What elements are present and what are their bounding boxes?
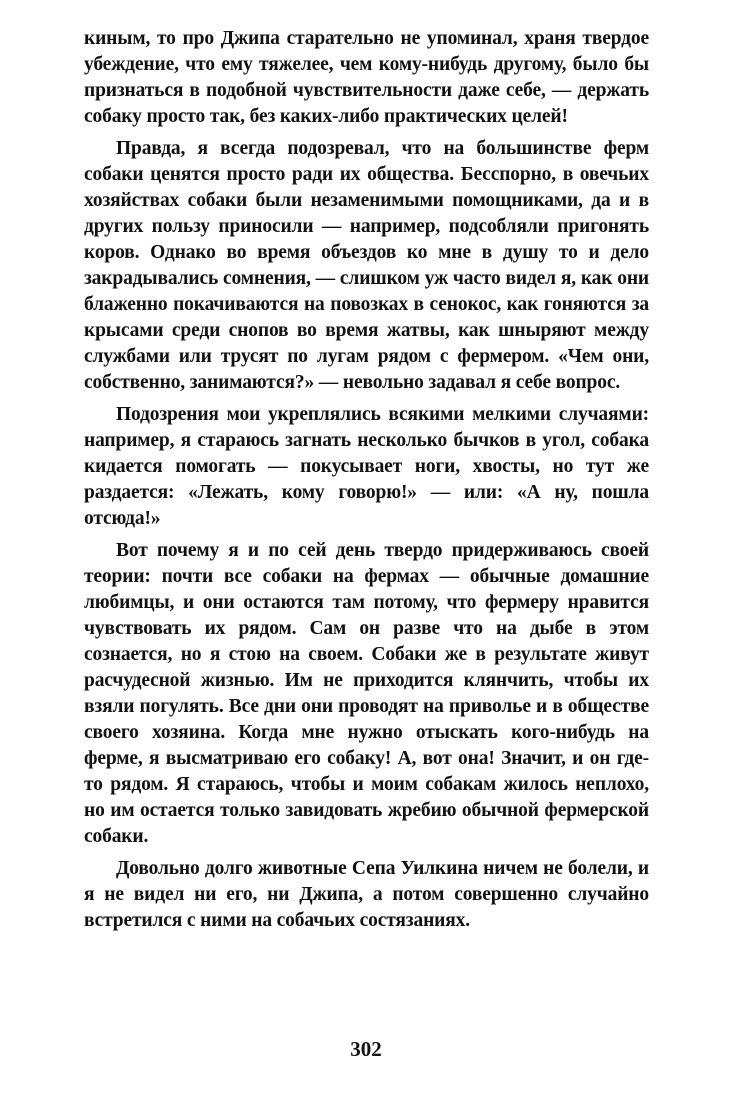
paragraph-5: Довольно долго животные Сепа Уилкина ничем не болели, и я не видел ни его, ни Джипа, а потом совершенно случайно встретился с ними на собачьих состязаниях. <box>84 858 649 931</box>
paragraph-1: киным, то про Джипа старательно не упоминал, храня твердое убеждение, что ему тяжелее, чем кому-нибудь другому, было бы признаться в подобной чувствительности даже себе, — держать собаку просто так, без каких-либо практических целей! <box>84 28 649 127</box>
paragraph-4: Вот почему я и по сей день твердо придерживаюсь своей теории: почти все собаки на фермах — обычные домашние любимцы, и они остаются там потому, что фермеру нравится чувствовать их рядом. Сам он разве что на дыбе в этом сознается, но я стою на своем. Собаки же в результате живут расчудесной жизнью. Им не приходится клянчить, чтобы их взяли погулять. Все дни они проводят на приволье и в обществе своего хозяина. Когда мне нужно отыскать кого-нибудь на ферме, я высматриваю его собаку! А, вот она! Значит, и он где-то рядом. Я стараюсь, чтобы и моим собакам жилось неплохо, но им остается только завидовать жребию обычной фермерской собаки. <box>84 540 649 847</box>
page-number: 302 <box>350 1037 382 1061</box>
book-page-text <box>84 26 649 940</box>
paragraph-3: Подозрения мои укреплялись всякими мелкими случаями: например, я стараюсь загнать несколько бычков в угол, собака кидается помогать — покусывает ноги, хвосты, но тут же раздается: «Лежать, кому говорю!» — или: «А ну, пошла отсюда!» <box>84 404 649 529</box>
paragraph-2: Правда, я всегда подозревал, что на большинстве ферм собаки ценятся просто ради их общества. Бесспорно, в овечьих хозяйствах собаки были незаменимыми помощниками, да и в других пользу приносили — например, подсобляли пригонять коров. Однако во время объездов ко мне в душу то и дело закрадывались сомнения, — слишком уж часто видел я, как они блаженно покачиваются на повозках в сенокос, как гоняются за крысами среди снопов во время жатвы, как шныряют между службами или трусят по лугам рядом с фермером. «Чем они, собственно, занимаются?» — невольно задавал я себе вопрос. <box>84 138 649 393</box>
